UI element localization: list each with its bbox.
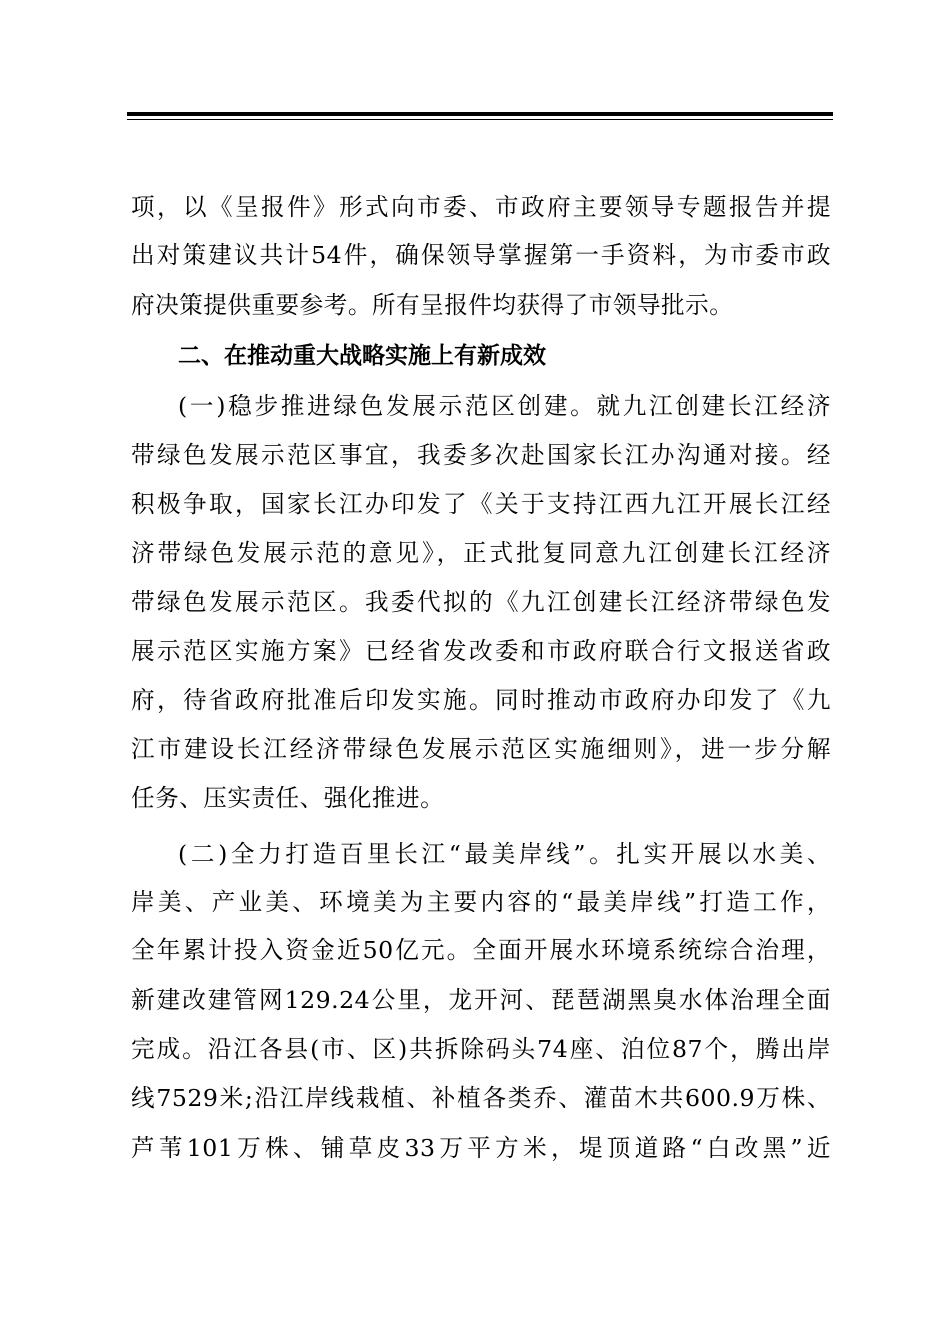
text-line: 带绿色发展示范区事宜，我委多次赴国家长江办沟通对接。经	[131, 441, 831, 469]
subsection-heading: (一)稳步推进绿色发展示范区创建。就九江创建长江经济	[178, 392, 831, 420]
header-rule-thick	[127, 112, 833, 116]
text-line: 完成。沿江各县(市、区)共拆除码头74座、泊位87个，腾出岸	[131, 1035, 831, 1063]
header-rule-thin	[127, 119, 833, 120]
text-line: 项，以《呈报件》形式向市委、市政府主要领导专题报告并提	[131, 193, 831, 221]
text-line: 出对策建议共计54件，确保领导掌握第一手资料，为市委市政	[131, 241, 831, 269]
text-line: 新建改建管网129.24公里，龙开河、琵琶湖黑臭水体治理全面	[131, 986, 831, 1014]
text-line: 江市建设长江经济带绿色发展示范区实施细则》，进一步分解	[131, 735, 831, 763]
text-line: 府决策提供重要参考。所有呈报件均获得了市领导批示。	[131, 291, 734, 319]
text-line: 任务、压实责任、强化推进。	[131, 784, 445, 812]
text-line: 全年累计投入资金近50亿元。全面开展水环境系统综合治理，	[131, 936, 831, 964]
section-heading: 二、在推动重大战略实施上有新成效	[178, 343, 546, 369]
text-line: 线7529米;沿江岸线栽植、补植各类乔、灌苗木共600.9万株、	[131, 1084, 831, 1112]
subsection-heading: (二)全力打造百里长江“最美岸线”。扎实开展以水美、	[178, 840, 831, 868]
text-line: 芦苇101万株、铺草皮33万平方米，堤顶道路“白改黑”近	[131, 1134, 831, 1162]
text-line: 府，待省政府批准后印发实施。同时推动市政府办印发了《九	[131, 686, 831, 714]
text-line: 展示范区实施方案》已经省发改委和市政府联合行文报送省政	[131, 637, 831, 665]
text-line: 带绿色发展示范区。我委代拟的《九江创建长江经济带绿色发	[131, 588, 831, 616]
text-line: 岸美、产业美、环境美为主要内容的“最美岸线”打造工作，	[131, 888, 831, 916]
text-line: 济带绿色发展示范的意见》，正式批复同意九江创建长江经济	[131, 539, 831, 567]
text-line: 积极争取，国家长江办印发了《关于支持江西九江开展长江经	[131, 490, 831, 518]
